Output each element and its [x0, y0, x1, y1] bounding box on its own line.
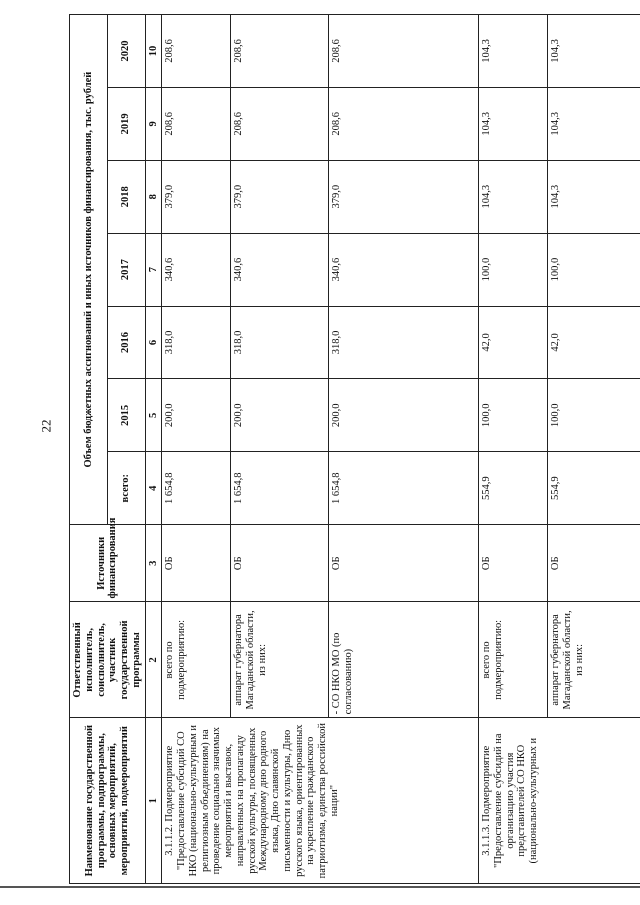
- header-year-2015: 2015: [107, 379, 145, 452]
- cell-value: 318,0: [329, 306, 479, 379]
- cell-value: 208,6: [329, 15, 479, 88]
- cell-value: 100,0: [548, 233, 640, 306]
- col-number: 7: [145, 233, 162, 306]
- table-row: [479, 15, 548, 884]
- row-executor: аппарат губернатора Магаданской области, из них:: [231, 602, 329, 718]
- cell-value: 318,0: [162, 306, 231, 379]
- cell-value: 100,0: [548, 379, 640, 452]
- cell-value: 208,6: [329, 87, 479, 160]
- cell-value: 200,0: [162, 379, 231, 452]
- cell-value: 208,6: [162, 15, 231, 88]
- cell-value: 100,0: [479, 233, 548, 306]
- cell-value: 208,6: [231, 15, 329, 88]
- cell-value: 104,3: [548, 160, 640, 233]
- cell-value: 104,3: [548, 15, 640, 88]
- header-total: всего:: [107, 452, 145, 525]
- col-number: 9: [145, 87, 162, 160]
- cell-value: 208,6: [162, 87, 231, 160]
- row-executor: всего по подмероприятию:: [479, 602, 548, 718]
- cell-value: 554,9: [479, 452, 548, 525]
- col-number: 1: [145, 718, 162, 884]
- cell-value: 340,6: [329, 233, 479, 306]
- cell-value: 100,0: [479, 379, 548, 452]
- cell-value: 1 654,8: [231, 452, 329, 525]
- header-year-2017: 2017: [107, 233, 145, 306]
- cell-value: 379,0: [162, 160, 231, 233]
- header-program-name: Наименование государственной программы, подпрограммы, основных мероприятий, мероприятий, подмероприятий: [70, 718, 146, 884]
- col-number: 8: [145, 160, 162, 233]
- row-executor: всего по подмероприятию:: [162, 602, 231, 718]
- row-source: ОБ: [329, 525, 479, 602]
- cell-value: 104,3: [548, 87, 640, 160]
- header-executor: Ответственный исполнитель, соисполнитель, участник государственной программы: [70, 602, 146, 718]
- header-year-2020: 2020: [107, 15, 145, 88]
- page-number: 22: [38, 419, 54, 433]
- col-number: 6: [145, 306, 162, 379]
- header-funding-volume: Объем бюджетных ассигнований и иных источников финансирования, тыс. рублей: [70, 15, 108, 525]
- cell-value: 379,0: [329, 160, 479, 233]
- header-year-2016: 2016: [107, 306, 145, 379]
- col-number: 2: [145, 602, 162, 718]
- row-source: ОБ: [162, 525, 231, 602]
- col-number: 10: [145, 15, 162, 88]
- row-name: 3.1.1.2. Подмероприятие "Предоставление субсидий СО НКО (национально-культурным и религиозным объединениям) на проведение социально значимых мероприятий и выставок, направленных на пропаганду русской культуры, посвященных Международному дню родного языка, Дню славянской письменности и культуры, Дню русского языка, ориентированных на укрепление гражданского патриотизма, единства российской нации": [162, 718, 479, 884]
- row-source: ОБ: [231, 525, 329, 602]
- cell-value: 208,6: [231, 87, 329, 160]
- cell-value: 200,0: [231, 379, 329, 452]
- col-number: 5: [145, 379, 162, 452]
- row-name: 3.1.1.3. Подмероприятие "Предоставление субсидий на организацию участия представителей СО НКО (национально-культурных и: [479, 718, 640, 884]
- row-source: ОБ: [548, 525, 640, 602]
- header-year-2019: 2019: [107, 87, 145, 160]
- cell-value: 1 654,8: [162, 452, 231, 525]
- header-year-2018: 2018: [107, 160, 145, 233]
- cell-value: 340,6: [162, 233, 231, 306]
- table-row: [162, 15, 231, 884]
- cell-value: 104,3: [479, 15, 548, 88]
- row-source: ОБ: [479, 525, 548, 602]
- cell-value: 379,0: [231, 160, 329, 233]
- col-number: 4: [145, 452, 162, 525]
- header-funding-source: Источники финансирования: [70, 525, 146, 602]
- row-executor: аппарат губернатора Магаданской области, из них:: [548, 602, 640, 718]
- cell-value: 42,0: [548, 306, 640, 379]
- cell-value: 104,3: [479, 87, 548, 160]
- col-number: 3: [145, 525, 162, 602]
- funding-table: [69, 14, 640, 884]
- cell-value: 42,0: [479, 306, 548, 379]
- cell-value: 104,3: [479, 160, 548, 233]
- cell-value: 318,0: [231, 306, 329, 379]
- cell-value: 1 654,8: [329, 452, 479, 525]
- cell-value: 554,9: [548, 452, 640, 525]
- page-bottom-rule: [0, 886, 640, 888]
- cell-value: 340,6: [231, 233, 329, 306]
- cell-value: 200,0: [329, 379, 479, 452]
- row-executor: - СО НКО МО (по согласованию): [329, 602, 479, 718]
- rotated-table-wrapper: [69, 14, 604, 884]
